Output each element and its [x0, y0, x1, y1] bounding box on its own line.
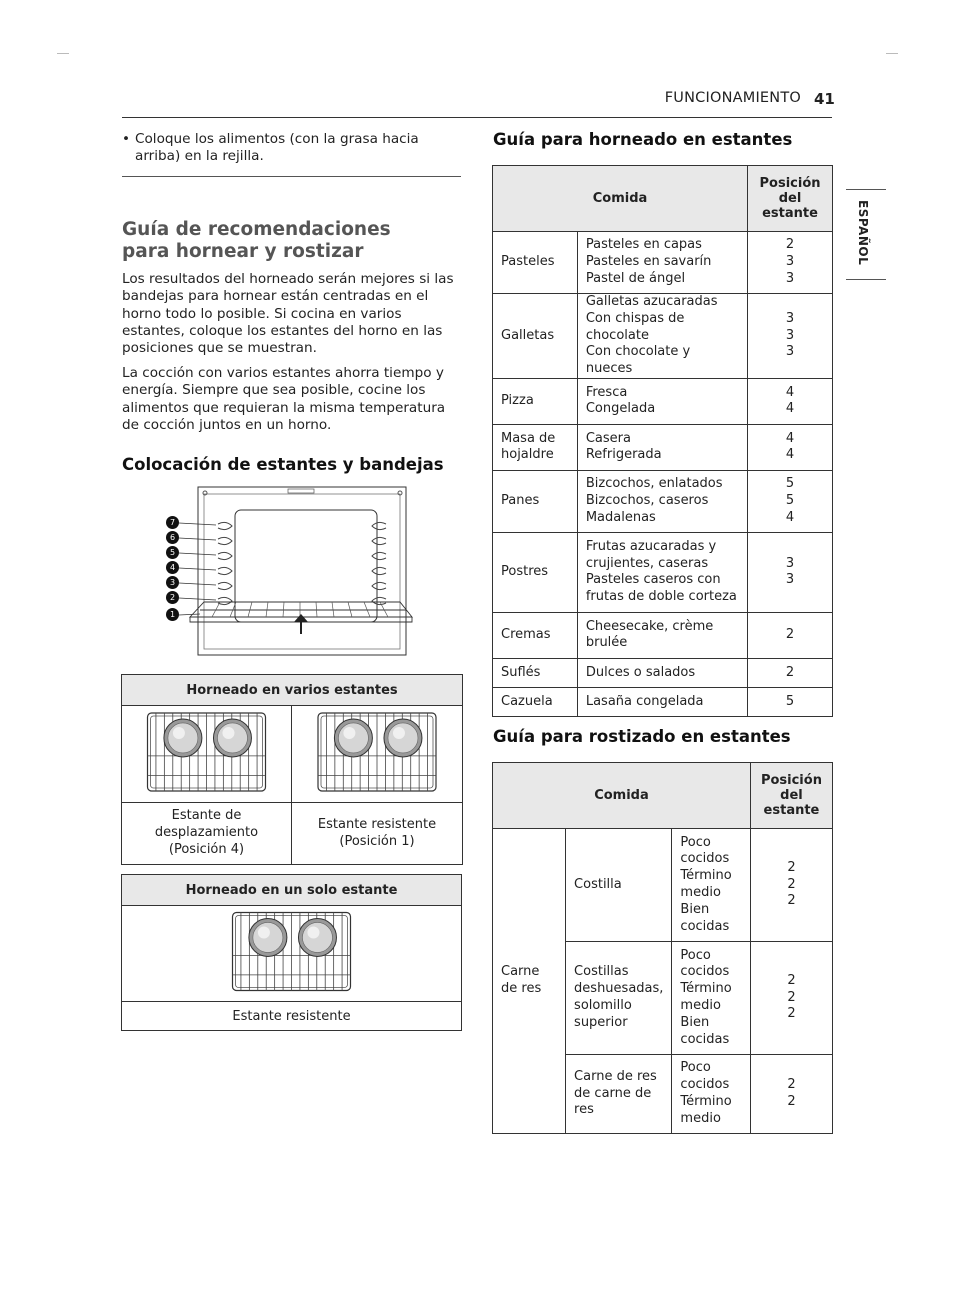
position-value: 3 [785, 344, 795, 360]
food-item: Refrigerada [585, 447, 662, 463]
rack-position [750, 829, 832, 942]
position-value: 2 [787, 972, 796, 988]
position-value: 4 [785, 509, 795, 525]
rack-position [748, 378, 833, 424]
bullet-item [122, 131, 462, 166]
food-category: Pasteles [493, 232, 578, 294]
bullet-text: Coloque los alimentos (con la grasa hacia arriba) en la rejilla. [135, 131, 419, 165]
food-item: Madalenas [585, 509, 656, 525]
meat-cut: Costillas deshuesadas, solomillo superior [566, 942, 672, 1055]
food-category: Pizza [493, 378, 578, 424]
position-value: 3 [785, 572, 795, 588]
food-item: Con chocolate y nueces [585, 344, 691, 377]
rack-illustration [292, 706, 462, 798]
baking-guide-heading: Guía para horneado en estantes [493, 130, 793, 149]
rack-image-cell [292, 706, 463, 803]
section-title: FUNCIONAMIENTO [664, 90, 801, 106]
position-value: 2 [787, 1006, 796, 1022]
rack-number-badge: 7 [166, 516, 179, 529]
rack-number-badge: 1 [166, 608, 179, 621]
multi-rack-table [121, 674, 463, 865]
rack-number-badge: 3 [166, 576, 179, 589]
food-items [577, 658, 747, 687]
food-item: Cheesecake, crème brulée [585, 618, 714, 651]
food-items [577, 532, 747, 612]
food-column-header: Comida [493, 763, 751, 829]
food-items [577, 687, 747, 716]
position-value: 2 [785, 237, 795, 253]
food-item: Dulces o salados [585, 664, 696, 680]
food-items [577, 424, 747, 470]
food-item: Pasteles en savarín [585, 254, 712, 270]
position-value: 2 [787, 876, 796, 892]
position-value: 2 [785, 627, 795, 643]
food-items [577, 294, 747, 379]
language-label: ESPAÑOL [856, 200, 870, 266]
position-value: 4 [785, 401, 795, 417]
position-value: 4 [785, 384, 795, 400]
roast-guide-heading: Guía para rostizado en estantes [493, 727, 791, 746]
food-item: Congelada [585, 401, 656, 417]
meat-category: Carne de res [493, 829, 566, 1134]
intro-paragraph: Los resultados del horneado serán mejores si las bandejas para hornear están centradas en el horno todo lo posible. Si cocina en varios estantes, coloque los estantes del horno en las posiciones que se muestran. [122, 271, 454, 357]
energy-paragraph: La cocción con varios estantes ahorra tiempo y energía. Siempre que sea posible, cocine los alimentos que requieran la misma temperatura de cocción juntos en un horno. [122, 365, 446, 433]
single-rack-table [121, 874, 462, 1031]
position-value: 3 [785, 270, 795, 286]
position-value: 2 [787, 859, 796, 875]
position-column-header: Posición del estante [748, 166, 833, 232]
doneness-item: Término medio [680, 981, 732, 1013]
food-item: Frutas azucaradas y crujientes, caseras [585, 538, 717, 571]
bullet-dot: • [122, 131, 131, 147]
food-items [577, 470, 747, 532]
food-item: Bizcochos, enlatados [585, 476, 723, 492]
food-items [577, 612, 747, 658]
position-value: 2 [787, 1094, 796, 1109]
doneness-item: Poco cocidos [680, 947, 730, 980]
doneness-item: Bien cocidas [680, 1014, 730, 1047]
rack-position [748, 612, 833, 658]
position-value: 5 [785, 693, 795, 709]
rack-number-badge: 5 [166, 546, 179, 559]
doneness [672, 1055, 751, 1134]
rack-position [748, 532, 833, 612]
position-value: 4 [785, 430, 795, 446]
position-value: 3 [785, 310, 795, 326]
doneness [672, 942, 751, 1055]
crop-mark [886, 53, 898, 54]
food-item: Casera [585, 430, 631, 446]
rack-illustration [122, 906, 461, 997]
position-value: 2 [787, 1077, 796, 1093]
position-value: 5 [785, 476, 795, 492]
food-item: Con chispas de chocolate [585, 310, 685, 343]
rack-position [750, 1055, 832, 1134]
crop-mark [57, 53, 69, 54]
multi-rack-header: Horneado en varios estantes [122, 675, 463, 706]
rack-position [748, 687, 833, 716]
rack-position [748, 294, 833, 379]
food-category: Cazuela [493, 687, 578, 716]
doneness [672, 829, 751, 942]
single-rack-label: Estante resistente [122, 1002, 462, 1031]
rack-position [748, 424, 833, 470]
rack-position [748, 658, 833, 687]
food-category: Panes [493, 470, 578, 532]
rack-illustration [122, 706, 291, 798]
food-item: Lasaña congelada [585, 693, 704, 709]
food-category: Postres [493, 532, 578, 612]
food-item: Fresca [585, 384, 628, 400]
food-category: Cremas [493, 612, 578, 658]
rack-number-badge: 2 [166, 591, 179, 604]
position-value: 2 [787, 893, 796, 909]
language-tab [846, 189, 886, 280]
header-rule [122, 117, 832, 118]
food-item: Pasteles en capas [585, 237, 702, 253]
position-value: 5 [785, 493, 795, 509]
rack-position [750, 942, 832, 1055]
food-column-header: Comida [493, 166, 748, 232]
divider [122, 176, 461, 177]
position-value: 3 [785, 555, 795, 571]
meat-cut: Costilla [566, 829, 672, 942]
food-category: Masa de hojaldre [493, 424, 578, 470]
doneness-item: Término medio [680, 1094, 732, 1126]
food-item: Pasteles caseros con frutas de doble corteza [585, 572, 737, 605]
rack-label-right: Estante resistente (Posición 1) [292, 803, 463, 865]
rack-image-cell [122, 706, 292, 803]
rack-position [748, 232, 833, 294]
position-column-header: Posición del estante [750, 763, 832, 829]
rack-position [748, 470, 833, 532]
food-items [577, 232, 747, 294]
rack-number-badge: 4 [166, 561, 179, 574]
rack-heading: Colocación de estantes y bandejas [122, 455, 444, 474]
section-heading: Guía de recomendaciones para hornear y rostizar [122, 219, 391, 262]
roast-guide-table [492, 762, 833, 1134]
doneness-item: Bien cocidas [680, 901, 730, 934]
position-value: 4 [785, 447, 795, 463]
position-value: 3 [785, 254, 795, 270]
position-value: 2 [785, 664, 795, 680]
baking-guide-table [492, 165, 833, 717]
rack-image-cell [122, 906, 462, 1002]
food-category: Galletas [493, 294, 578, 379]
oven-rack-diagram [160, 484, 420, 659]
position-value: 2 [787, 989, 796, 1005]
food-item: Pastel de ángel [585, 270, 686, 286]
food-items [577, 378, 747, 424]
page-number: 41 [814, 90, 835, 108]
food-item: Galletas azucaradas [585, 294, 718, 309]
doneness-item: Poco cocidos [680, 1060, 730, 1093]
meat-cut: Carne de res de carne de res [566, 1055, 672, 1134]
rack-label-left: Estante de desplazamiento (Posición 4) [122, 803, 292, 865]
single-rack-header: Horneado en un solo estante [122, 875, 462, 906]
position-value: 3 [785, 327, 795, 343]
doneness-item: Poco cocidos [680, 834, 730, 867]
doneness-item: Término medio [680, 868, 732, 900]
rack-number-badge: 6 [166, 531, 179, 544]
food-category: Suflés [493, 658, 578, 687]
food-item: Bizcochos, caseros [585, 493, 709, 509]
